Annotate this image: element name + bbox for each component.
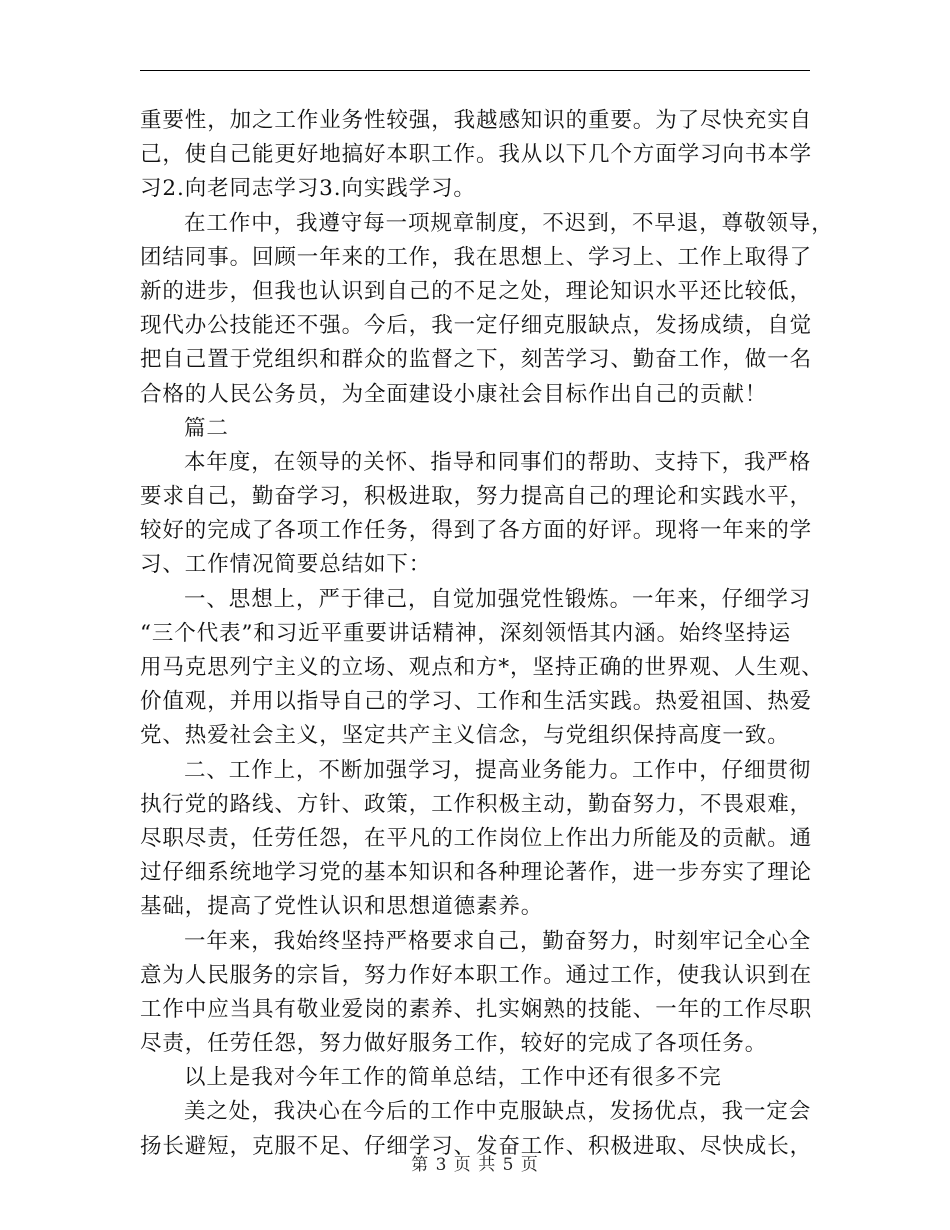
text-line: 党、热爱社会主义，坚定共产主义信念，与党组织保持高度一致。 <box>140 723 790 749</box>
text-line: 在工作中，我遵守每一项规章制度，不迟到，不早退，尊敬领导， <box>184 210 834 236</box>
text-line: 一年来，我始终坚持严格要求自己，勤奋努力，时刻牢记全心全 <box>184 928 812 954</box>
text-line: 团结同事。回顾一年来的工作，我在思想上、学习上、工作上取得了 <box>140 244 813 270</box>
text-line: 过仔细系统地学习党的基本知识和各种理论著作，进一步夯实了理论 <box>140 860 813 886</box>
text-line: 美之处，我决心在今后的工作中克服缺点，发扬优点，我一定会 <box>184 1099 812 1125</box>
text-line: 新的进步，但我也认识到自己的不足之处，理论知识水平还比较低， <box>140 278 813 304</box>
text-line: 价值观，并用以指导自己的学习、工作和生活实践。热爱祖国、热爱 <box>140 689 813 715</box>
text-line: 己，使自己能更好地搞好本职工作。我从以下几个方面学习向书本学 <box>140 142 813 168</box>
text-line: 篇二 <box>184 415 229 441</box>
text-line: 现代办公技能还不强。今后，我一定仔细克服缺点，发扬成绩，自觉 <box>140 313 813 339</box>
text-line: 工作中应当具有敬业爱岗的素养、扎实娴熟的技能、一年的工作尽职 <box>140 996 813 1022</box>
text-line: “三个代表”和习近平重要讲话精神，深刻领悟其内涵。始终坚持运 <box>140 620 791 646</box>
document-body <box>140 104 834 1164</box>
text-line: 本年度，在领导的关怀、指导和同事们的帮助、支持下，我严格 <box>184 449 812 475</box>
text-line: 习2.向老同志学习3.向实践学习。 <box>140 176 476 202</box>
text-line: 重要性，加之工作业务性较强，我越感知识的重要。为了尽快充实自 <box>140 108 813 133</box>
text-line: 尽职尽责，任劳任怨，在平凡的工作岗位上作出力所能及的贡献。通 <box>140 825 813 851</box>
text-line: 执行党的路线、方针、政策，工作积极主动，勤奋努力，不畏艰难， <box>140 791 813 817</box>
text-line: 扬长避短，克服不足、仔细学习、发奋工作、积极进取、尽快成长， <box>140 1133 813 1159</box>
text-line: 要求自己，勤奋学习，积极进取，努力提高自己的理论和实践水平， <box>140 484 813 510</box>
text-line: 意为人民服务的宗旨，努力作好本职工作。通过工作，使我认识到在 <box>140 962 813 988</box>
text-line: 以上是我对今年工作的简单总结，工作中还有很多不完 <box>184 1065 722 1091</box>
text-line: 用马克思列宁主义的立场、观点和方*，坚持正确的世界观、人生观、 <box>140 655 824 680</box>
header-rule <box>140 70 810 71</box>
text-line: 习、工作情况简要总结如下： <box>140 552 432 578</box>
text-line: 合格的人民公务员，为全面建设小康社会目标作出自己的贡献！ <box>140 381 768 407</box>
text-line: 尽责，任劳任怨，努力做好服务工作，较好的完成了各项任务。 <box>140 1031 768 1057</box>
page-footer: 第 3 页 共 5 页 <box>411 1155 539 1175</box>
text-line: 把自己置于党组织和群众的监督之下，刻苦学习、勤奋工作，做一名 <box>140 347 813 373</box>
text-line: 二、工作上，不断加强学习，提高业务能力。工作中，仔细贯彻 <box>184 757 812 783</box>
text-line: 一、思想上，严于律己，自觉加强党性锻炼。一年来，仔细学习 <box>184 586 812 612</box>
text-line: 较好的完成了各项工作任务，得到了各方面的好评。现将一年来的学 <box>140 518 813 544</box>
text-line: 基础，提高了党性认识和思想道德素养。 <box>140 894 544 920</box>
